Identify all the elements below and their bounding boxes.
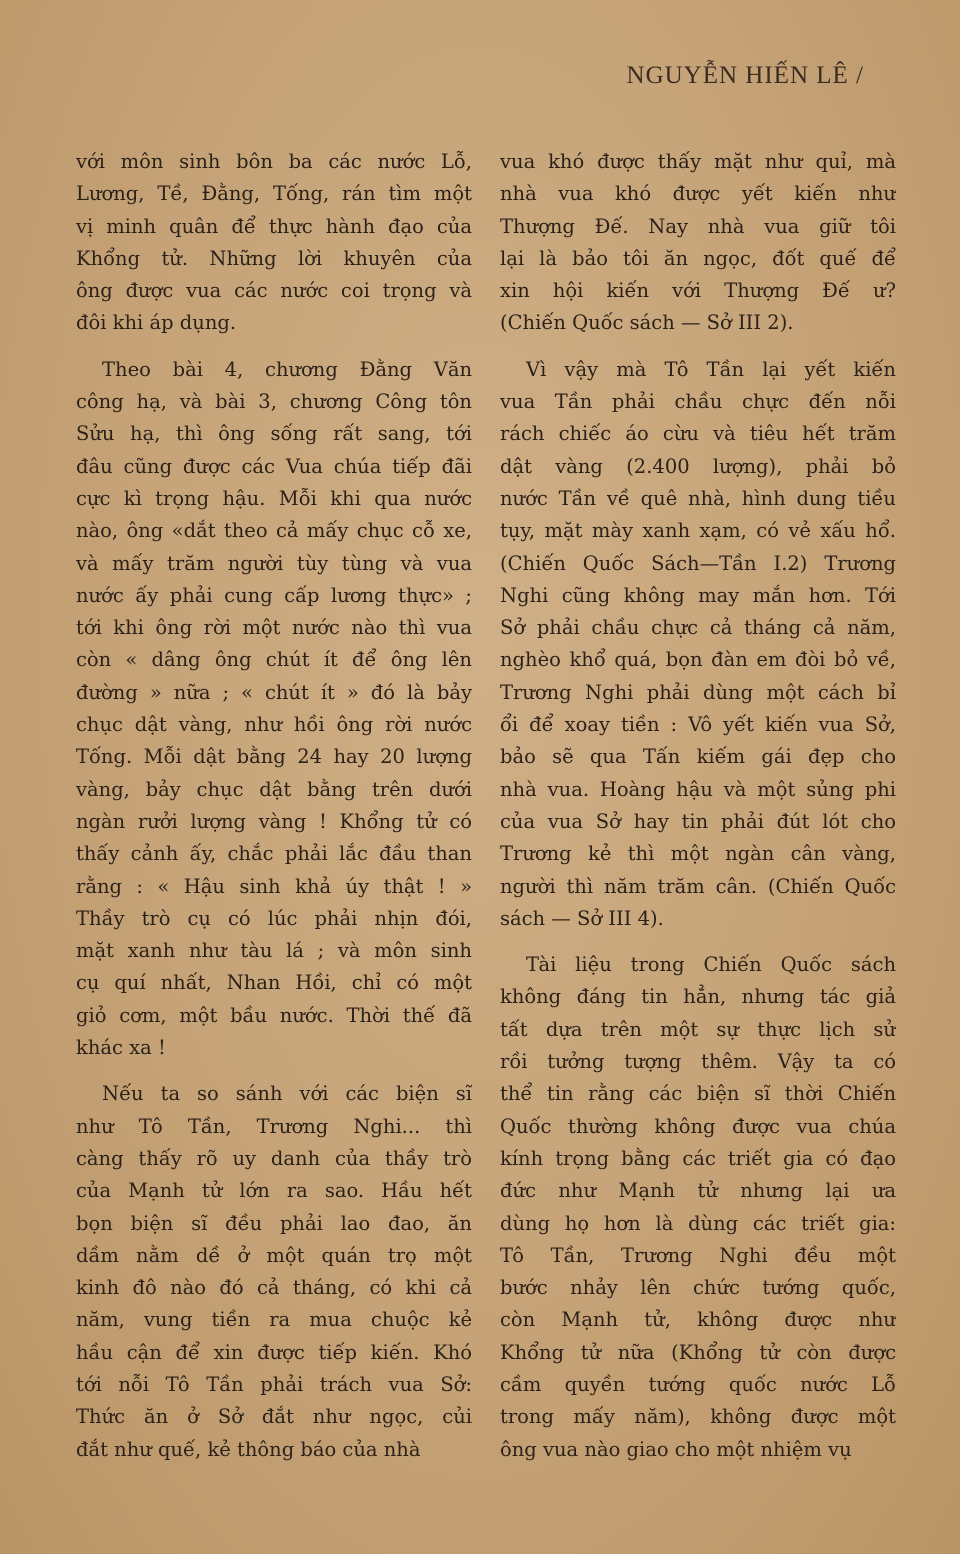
text-line: vàng, bảy chục dật bằng trên dưới: [76, 777, 472, 801]
text-line: dầm nằm dề ở một quán trọ một: [76, 1243, 472, 1267]
text-line: cụ quí nhất, Nhan Hồi, chỉ có một: [76, 971, 472, 995]
paragraph: [500, 146, 896, 340]
text-line: Khổng tử. Những lời khuyên của: [76, 246, 472, 270]
text-line: Sửu hạ, thì ông sống rất sang, tới: [76, 422, 472, 446]
text-line: còn Mạnh tử, không được như: [500, 1308, 896, 1332]
paragraph-gap: [76, 340, 472, 354]
text-line: (Chiến Quốc Sách—Tần I.2) Trương: [500, 551, 896, 575]
text-line: ngàn rưởi lượng vàng ! Khổng tử có: [76, 809, 472, 833]
text-line: đắt như quế, kẻ thông báo của nhà: [76, 1437, 421, 1461]
text-line: giỏ cơm, một bầu nước. Thời thế đã: [76, 1003, 472, 1027]
text-line: tới nỗi Tô Tần phải trách vua Sở:: [76, 1372, 472, 1396]
text-line: nhà vua. Hoàng hậu và một sủng phi: [500, 777, 896, 801]
paragraph: [76, 354, 472, 1065]
text-line: Thầy trò cụ có lúc phải nhịn đói,: [76, 906, 472, 930]
text-line: không đáng tin hẳn, nhưng tác giả: [500, 985, 896, 1009]
text-line: sách — Sở III 4).: [500, 906, 664, 930]
text-line: mặt xanh như tàu lá ; và môn sinh: [76, 939, 472, 963]
text-line: Lương, Tề, Đằng, Tống, rán tìm một: [76, 182, 472, 206]
text-line: Thượng Đế. Nay nhà vua giữ tôi: [500, 214, 896, 238]
text-line: nào, ông «dắt theo cả mấy chục cỗ xe,: [76, 519, 472, 543]
text-line: trong mấy năm), không được một: [500, 1405, 896, 1429]
text-line: nước Tần về quê nhà, hình dung tiều: [500, 486, 896, 510]
text-line: Thức ăn ở Sở đắt như ngọc, củi: [76, 1405, 472, 1429]
text-line: nghèo khổ quá, bọn đàn em đòi bỏ về,: [500, 648, 896, 672]
text-line: tụy, mặt mày xanh xạm, có vẻ xấu hổ.: [500, 519, 896, 543]
text-line: càng thấy rõ uy danh của thầy trò: [76, 1146, 472, 1170]
text-line: kinh đô nào đó cả tháng, có khi cả: [76, 1276, 472, 1300]
left-column: [76, 146, 472, 1466]
text-line: vị minh quân để thực hành đạo của: [76, 214, 472, 238]
text-line: lại là bảo tôi ăn ngọc, đốt quế để: [500, 246, 896, 270]
running-header: NGUYỄN HIẾN LÊ /: [626, 62, 864, 89]
text-line: ông vua nào giao cho một nhiệm vụ: [500, 1437, 852, 1461]
text-line: Tài liệu trong Chiến Quốc sách: [526, 953, 896, 977]
text-line: của Mạnh tử lớn ra sao. Hầu hết: [76, 1179, 472, 1203]
text-line: năm, vung tiền ra mua chuộc kẻ: [76, 1308, 472, 1332]
text-line: Theo bài 4, chương Đằng Văn: [102, 357, 472, 381]
text-line: ông được vua các nước coi trọng và: [76, 279, 472, 303]
text-line: cực kì trọng hậu. Mỗi khi qua nước: [76, 486, 472, 510]
text-line: người thì năm trăm cân. (Chiến Quốc: [500, 874, 896, 898]
text-line: tất dựa trên một sự thực lịch sử: [500, 1017, 896, 1041]
text-line: Sở phải chầu chực cả tháng cả năm,: [500, 616, 896, 640]
text-line: còn « dâng ông chút ít để ông lên: [76, 648, 472, 672]
text-line: nước ấy phải cung cấp lương thực» ;: [76, 583, 472, 607]
text-line: công hạ, và bài 3, chương Công tôn: [76, 390, 472, 414]
text-line: tới khi ông rời một nước nào thì vua: [76, 616, 472, 640]
text-line: đâu cũng được các Vua chúa tiếp đãi: [76, 454, 472, 478]
right-column: [500, 146, 896, 1466]
text-line: thể tin rằng các biện sĩ thời Chiến: [500, 1082, 896, 1106]
text-line: và mấy trăm người tùy tùng và vua: [76, 551, 472, 575]
text-line: bọn biện sĩ đều phải lao đao, ăn: [76, 1211, 472, 1235]
text-line: rách chiếc áo cừu và tiêu hết trăm: [500, 422, 896, 446]
text-line: bảo sẽ qua Tấn kiếm gái đẹp cho: [500, 745, 896, 769]
text-line: khác xa !: [76, 1036, 166, 1060]
text-line: Nếu ta so sánh với các biện sĩ: [102, 1082, 472, 1106]
text-line: của vua Sở hay tin phải đút lót cho: [500, 809, 896, 833]
text-line: thấy cảnh ấy, chắc phải lắc đầu than: [76, 842, 472, 866]
text-line: dật vàng (2.400 lượng), phải bỏ: [500, 454, 896, 478]
text-line: vua khó được thấy mặt như quỉ, mà: [500, 150, 896, 173]
paragraph: [76, 1078, 472, 1466]
text-line: với môn sinh bôn ba các nước Lỗ,: [76, 150, 472, 173]
text-line: Quốc thường không được vua chúa: [500, 1114, 896, 1138]
text-line: Nghi cũng không may mắn hơn. Tới: [500, 583, 896, 607]
text-line: Vì vậy mà Tô Tần lại yết kiến: [526, 357, 896, 381]
text-line: ổi để xoay tiền : Vô yết kiến vua Sở,: [500, 713, 896, 737]
text-line: Trương kẻ thì một ngàn cân vàng,: [500, 842, 896, 866]
text-line: (Chiến Quốc sách — Sở III 2).: [500, 311, 794, 335]
text-line: kính trọng bằng các triết gia có đạo: [500, 1146, 896, 1170]
text-line: cầm quyền tướng quốc nước Lỗ: [500, 1372, 896, 1396]
text-line: vua Tần phải chầu chực đến nỗi: [500, 390, 896, 414]
text-line: dùng họ hơn là dùng các triết gia:: [500, 1211, 896, 1235]
text-line: hầu cận để xin được tiếp kiến. Khó: [76, 1340, 472, 1364]
text-line: nhà vua khó được yết kiến như: [500, 182, 896, 206]
paragraph-gap: [500, 935, 896, 949]
text-line: rồi tưởng tượng thêm. Vậy ta có: [500, 1050, 896, 1074]
text-line: Khổng tử nữa (Khổng tử còn được: [500, 1340, 896, 1364]
text-line: Tống. Mỗi dật bằng 24 hay 20 lượng: [76, 745, 472, 769]
text-line: như Tô Tần, Trương Nghi... thì: [76, 1114, 472, 1138]
text-line: rằng : « Hậu sinh khả úy thật ! »: [76, 874, 472, 898]
text-line: đôi khi áp dụng.: [76, 311, 237, 335]
paragraph-gap: [76, 1064, 472, 1078]
text-line: đường » nữa ; « chút ít » đó là bảy: [76, 680, 472, 704]
text-line: Trương Nghi phải dùng một cách bỉ: [500, 680, 896, 704]
text-line: xin hội kiến với Thượng Đế ư?: [500, 279, 896, 303]
paragraph: [76, 146, 472, 340]
paragraph-gap: [500, 340, 896, 354]
paragraph: [500, 949, 896, 1466]
text-line: đức như Mạnh tử nhưng lại ưa: [500, 1179, 896, 1203]
text-line: Tô Tần, Trương Nghi đều một: [500, 1243, 896, 1267]
text-line: bước nhảy lên chức tướng quốc,: [500, 1276, 896, 1300]
text-line: chục dật vàng, như hồi ông rời nước: [76, 713, 472, 737]
paragraph: [500, 354, 896, 935]
